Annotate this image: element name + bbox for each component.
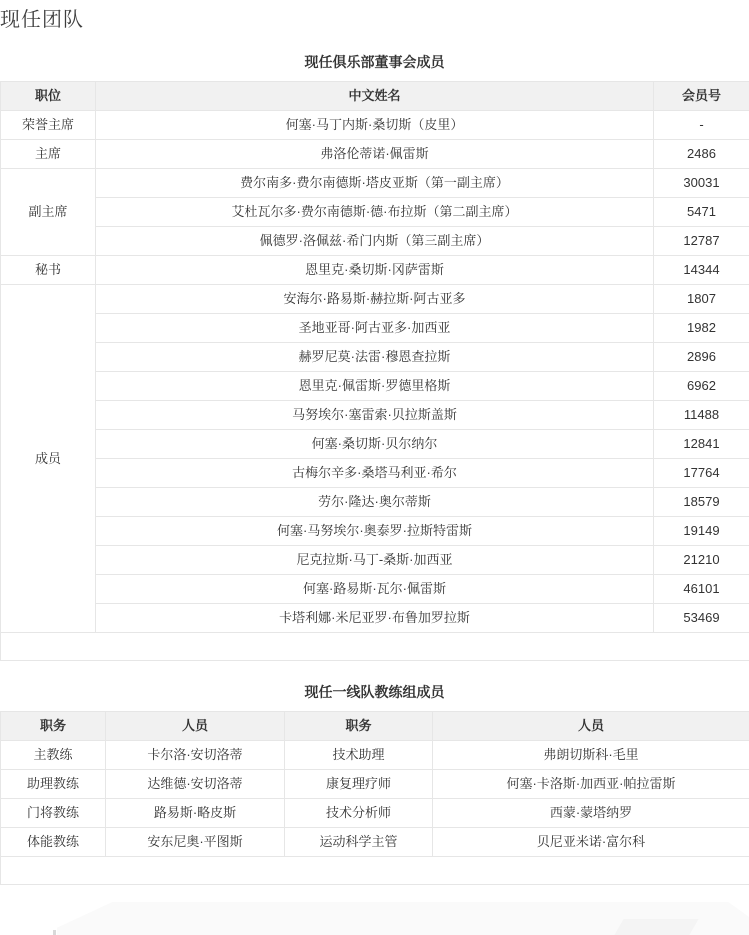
table-row xyxy=(1,430,749,459)
table-row xyxy=(1,459,749,488)
board-table xyxy=(0,81,749,661)
coaching-header-1: 人员 xyxy=(106,712,285,741)
staff-role-cell: 技术分析师 xyxy=(285,799,433,828)
table-row xyxy=(1,799,749,828)
staff-role-cell: 运动科学主管 xyxy=(285,828,433,857)
coach-person-cell: 达维德·安切洛蒂 xyxy=(106,770,285,799)
member-number-cell: 12787 xyxy=(654,227,749,256)
coaching-table-footer-row xyxy=(1,857,749,885)
table-row xyxy=(1,198,749,227)
faint-image-shade xyxy=(614,919,698,935)
board-table-footer-row xyxy=(1,633,749,661)
member-name-cell: 何塞·路易斯·瓦尔·佩雷斯 xyxy=(96,575,654,604)
board-table-caption: 现任俱乐部董事会成员 xyxy=(0,54,749,71)
coaching-table xyxy=(0,711,749,885)
staff-person-cell: 西蒙·蒙塔纳罗 xyxy=(433,799,749,828)
table-row xyxy=(1,401,749,430)
table-row xyxy=(1,488,749,517)
coach-role-cell: 助理教练 xyxy=(1,770,106,799)
coaching-table-caption: 现任一线队教练组成员 xyxy=(0,684,749,701)
staff-person-cell: 弗朗切斯科·毛里 xyxy=(433,741,749,770)
table-row xyxy=(1,604,749,633)
position-cell: 成员 xyxy=(1,285,96,633)
coaching-header-2: 职务 xyxy=(285,712,433,741)
coaching-footer-cell xyxy=(1,857,749,885)
board-header-2: 会员号 xyxy=(654,82,749,111)
next-image-top-edge xyxy=(0,900,749,935)
coaching-header-0: 职务 xyxy=(1,712,106,741)
coach-role-cell: 门将教练 xyxy=(1,799,106,828)
member-name-cell: 恩里克·桑切斯·冈萨雷斯 xyxy=(96,256,654,285)
member-number-cell: 18579 xyxy=(654,488,749,517)
table-row xyxy=(1,770,749,799)
table-row xyxy=(1,140,749,169)
member-name-cell: 安海尔·路易斯·赫拉斯·阿古亚多 xyxy=(96,285,654,314)
table-row xyxy=(1,546,749,575)
table-row xyxy=(1,285,749,314)
position-cell: 荣誉主席 xyxy=(1,111,96,140)
member-number-cell: 1807 xyxy=(654,285,749,314)
member-name-cell: 卡塔利娜·米尼亚罗·布鲁加罗拉斯 xyxy=(96,604,654,633)
table-row xyxy=(1,111,749,140)
member-number-cell: 21210 xyxy=(654,546,749,575)
member-name-cell: 圣地亚哥·阿古亚多·加西亚 xyxy=(96,314,654,343)
member-name-cell: 赫罗尼莫·法雷·穆恩查拉斯 xyxy=(96,343,654,372)
member-name-cell: 马努埃尔·塞雷索·贝拉斯盖斯 xyxy=(96,401,654,430)
board-table-header-row xyxy=(1,82,749,111)
member-number-cell: 2896 xyxy=(654,343,749,372)
member-name-cell: 劳尔·隆达·奥尔蒂斯 xyxy=(96,488,654,517)
coach-person-cell: 卡尔洛·安切洛蒂 xyxy=(106,741,285,770)
member-number-cell: 14344 xyxy=(654,256,749,285)
table-row xyxy=(1,741,749,770)
member-number-cell: 12841 xyxy=(654,430,749,459)
position-cell: 副主席 xyxy=(1,169,96,256)
member-number-cell: 1982 xyxy=(654,314,749,343)
staff-role-cell: 康复理疗师 xyxy=(285,770,433,799)
article-section xyxy=(0,7,749,885)
page-title: 现任团队 xyxy=(0,7,749,33)
board-header-1: 中文姓名 xyxy=(96,82,654,111)
member-name-cell: 弗洛伦蒂诺·佩雷斯 xyxy=(96,140,654,169)
member-number-cell: 5471 xyxy=(654,198,749,227)
faint-image-shape xyxy=(57,902,749,935)
member-name-cell: 艾杜瓦尔多·费尔南德斯·德·布拉斯（第二副主席） xyxy=(96,198,654,227)
member-name-cell: 恩里克·佩雷斯·罗德里格斯 xyxy=(96,372,654,401)
member-number-cell: 2486 xyxy=(654,140,749,169)
member-number-cell: - xyxy=(654,111,749,140)
member-name-cell: 何塞·桑切斯·贝尔纳尔 xyxy=(96,430,654,459)
member-number-cell: 53469 xyxy=(654,604,749,633)
coaching-table-header-row xyxy=(1,712,749,741)
staff-person-cell: 何塞·卡洛斯·加西亚·帕拉雷斯 xyxy=(433,770,749,799)
member-number-cell: 19149 xyxy=(654,517,749,546)
table-row xyxy=(1,575,749,604)
board-header-0: 职位 xyxy=(1,82,96,111)
coaching-header-3: 人员 xyxy=(433,712,749,741)
cursor-mark xyxy=(53,930,56,935)
member-name-cell: 何塞·马丁内斯·桑切斯（皮里） xyxy=(96,111,654,140)
member-name-cell: 何塞·马努埃尔·奥泰罗·拉斯特雷斯 xyxy=(96,517,654,546)
table-row xyxy=(1,256,749,285)
table-row xyxy=(1,828,749,857)
member-number-cell: 11488 xyxy=(654,401,749,430)
table-row xyxy=(1,517,749,546)
table-row xyxy=(1,343,749,372)
table-row xyxy=(1,314,749,343)
position-cell: 主席 xyxy=(1,140,96,169)
member-name-cell: 佩德罗·洛佩兹·希门内斯（第三副主席） xyxy=(96,227,654,256)
staff-person-cell: 贝尼亚米诺·富尔科 xyxy=(433,828,749,857)
member-number-cell: 46101 xyxy=(654,575,749,604)
coach-person-cell: 路易斯·略皮斯 xyxy=(106,799,285,828)
coach-person-cell: 安东尼奥·平图斯 xyxy=(106,828,285,857)
member-name-cell: 费尔南多·费尔南德斯·塔皮亚斯（第一副主席） xyxy=(96,169,654,198)
table-row xyxy=(1,227,749,256)
coach-role-cell: 体能教练 xyxy=(1,828,106,857)
member-name-cell: 尼克拉斯·马丁-桑斯·加西亚 xyxy=(96,546,654,575)
member-number-cell: 6962 xyxy=(654,372,749,401)
member-number-cell: 30031 xyxy=(654,169,749,198)
member-number-cell: 17764 xyxy=(654,459,749,488)
position-cell: 秘书 xyxy=(1,256,96,285)
staff-role-cell: 技术助理 xyxy=(285,741,433,770)
member-name-cell: 古梅尔辛多·桑塔马利亚·希尔 xyxy=(96,459,654,488)
coach-role-cell: 主教练 xyxy=(1,741,106,770)
table-row xyxy=(1,372,749,401)
board-footer-cell xyxy=(1,633,749,661)
table-row xyxy=(1,169,749,198)
